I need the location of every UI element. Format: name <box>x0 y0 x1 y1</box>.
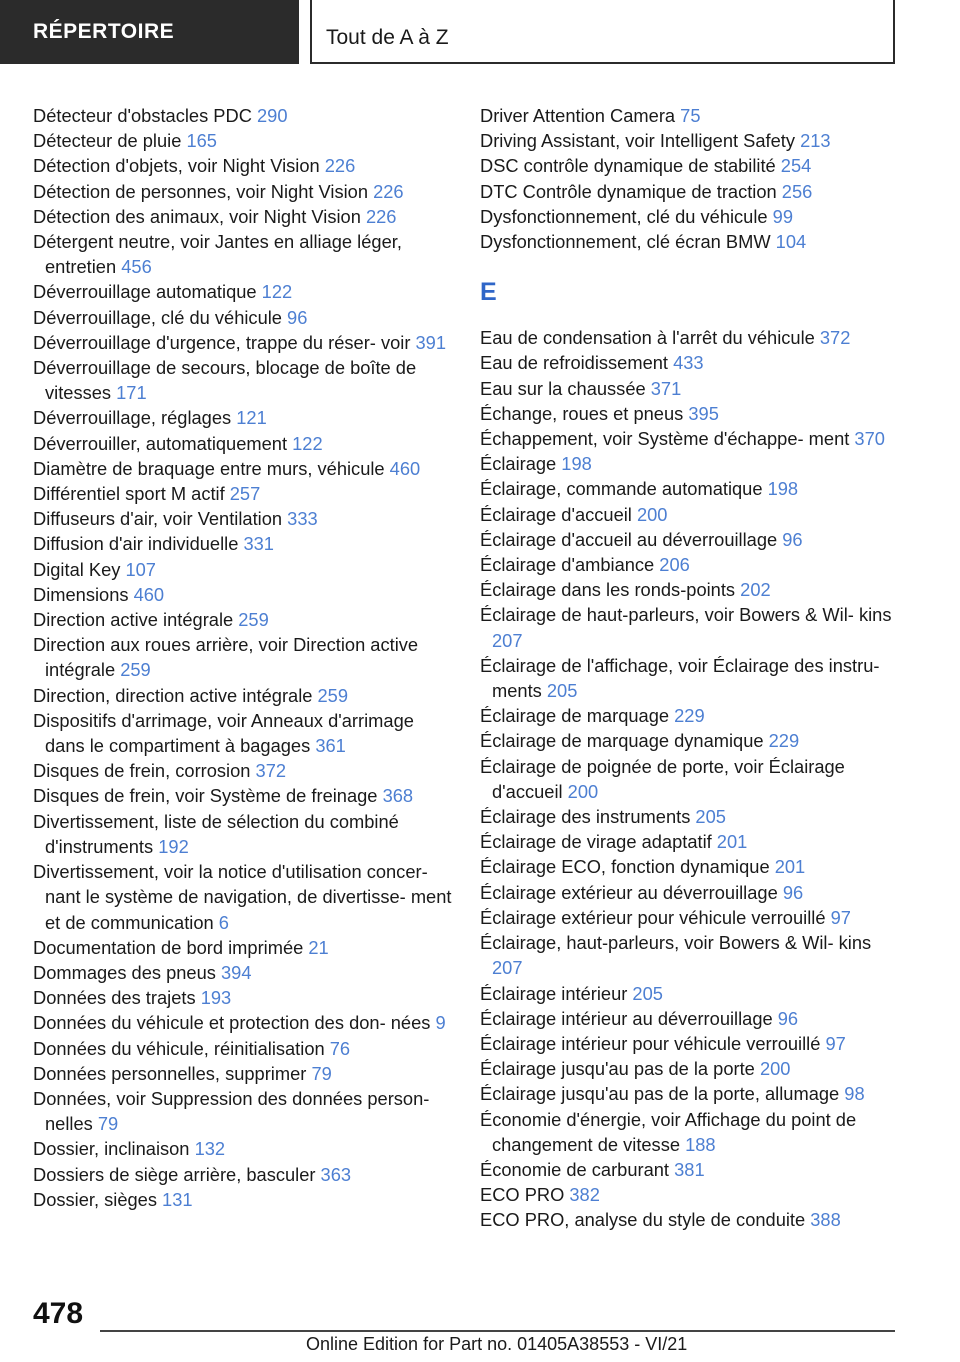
index-entry-page-link[interactable]: 254 <box>780 155 812 177</box>
index-entry <box>480 602 900 652</box>
index-entry <box>480 905 900 930</box>
index-entry-term: Détecteur d'obstacles PDC <box>33 105 257 126</box>
index-entry-term: Documentation de bord imprimée <box>33 936 309 958</box>
index-entry-page-link[interactable]: 207 <box>492 957 523 979</box>
page-header-title-text: Tout de A à Z <box>326 26 449 49</box>
index-entry-page-link[interactable]: 256 <box>781 180 813 202</box>
index-entry-term: Détection de personnes, voir Night Vision <box>33 180 374 202</box>
index-entry-page-link[interactable]: 370 <box>854 428 885 450</box>
index-entry-term: Éclairage intérieur au déverrouillage <box>480 1007 778 1029</box>
index-entry-term: Driver Attention Camera <box>480 105 681 126</box>
index-entry-term: Digital Key <box>33 558 126 580</box>
index-entry <box>480 854 900 879</box>
index-entry-term: Détection des animaux, voir Night Vision <box>33 205 366 227</box>
index-entry <box>480 1157 900 1182</box>
index-entry <box>480 653 900 703</box>
section-tab-label: RÉPERTOIRE <box>33 20 175 43</box>
index-entry-page-link[interactable]: 122 <box>292 432 323 454</box>
index-entry-term: ECO PRO <box>480 1184 570 1206</box>
index-entry-term: Données personnelles, supprimer <box>33 1062 312 1084</box>
index-entry <box>480 401 900 426</box>
index-entry-term: Dispositifs d'arrimage, voir Anneaux d'arrimage dans le compartiment à bagages <box>33 709 414 757</box>
index-entry-term: Eau de refroidissement <box>480 352 674 374</box>
index-entry <box>33 531 453 556</box>
index-entry <box>33 632 453 682</box>
index-section-letter: E <box>480 278 497 307</box>
index-entry-term: Éclairage intérieur <box>480 982 633 1004</box>
index-entry-page-link[interactable]: 21 <box>308 936 329 958</box>
index-entry <box>480 103 900 128</box>
index-entry-page-link[interactable]: 171 <box>116 382 147 404</box>
index-entry <box>480 350 900 375</box>
index-entry-page-link[interactable]: 76 <box>329 1037 351 1059</box>
index-entry <box>480 1182 900 1207</box>
index-entry <box>33 783 453 808</box>
index-entry-page-link[interactable]: 165 <box>186 130 217 152</box>
index-entry-term: Éclairage jusqu'au pas de la porte, allumage <box>480 1083 845 1105</box>
index-entry <box>33 456 453 481</box>
index-entry-page-link[interactable]: 6 <box>218 911 229 933</box>
index-entry-page-link[interactable]: 382 <box>569 1184 600 1206</box>
index-entry-term: Éclairage de virage adaptatif <box>480 831 717 853</box>
index-entry-term: Déverrouillage, clé du véhicule <box>33 306 288 328</box>
index-entry-term: Dysfonctionnement, clé du véhicule <box>480 205 773 227</box>
index-entry-page-link[interactable]: 200 <box>759 1058 791 1080</box>
index-entry-page-link[interactable]: 226 <box>365 205 397 227</box>
index-entry <box>33 557 453 582</box>
index-entry-term: Driving Assistant, voir Intelligent Safety <box>480 130 801 152</box>
index-entry-page-link[interactable]: 363 <box>320 1163 352 1185</box>
index-entry-page-link[interactable]: 368 <box>382 785 414 807</box>
index-entry <box>33 229 453 279</box>
index-entry-term: Éclairage des instruments <box>480 806 696 828</box>
index-group-d-continued <box>480 103 900 254</box>
index-entry-page-link[interactable]: 79 <box>311 1062 332 1084</box>
index-entry-page-link[interactable]: 198 <box>561 453 592 475</box>
index-entry-page-link[interactable]: 394 <box>221 961 252 983</box>
index-entry-term: Direction aux roues arrière, voir Direction active intégrale <box>33 634 419 681</box>
index-entry <box>33 1136 453 1161</box>
index-entry-page-link[interactable]: 331 <box>243 533 274 555</box>
index-entry-page-link[interactable]: 193 <box>200 987 232 1009</box>
index-entry-page-link[interactable]: 333 <box>287 508 318 530</box>
page-header-title <box>310 0 895 64</box>
index-entry-page-link[interactable]: 226 <box>324 155 356 177</box>
footer-edition-text: Online Edition for Part no. 01405A38553 - VI/21 <box>306 1334 688 1354</box>
index-entry-term: Eau sur la chaussée <box>480 377 651 399</box>
index-entry-term: Échappement, voir Système d'échappe- ment <box>480 428 855 450</box>
index-entry <box>480 527 900 552</box>
index-entry <box>480 376 900 401</box>
index-entry-term: Économie de carburant <box>480 1158 675 1180</box>
index-entry-page-link[interactable]: 96 <box>782 528 803 550</box>
index-entry <box>480 128 900 153</box>
index-entry <box>33 935 453 960</box>
index-entry-page-link[interactable]: 200 <box>567 780 599 802</box>
index-entry-page-link[interactable]: 98 <box>844 1083 865 1105</box>
index-entry-page-link[interactable]: 192 <box>158 835 189 857</box>
index-entry-term: Détergent neutre, voir Jantes en alliage léger, entretien <box>33 231 402 278</box>
index-entry-page-link[interactable]: 202 <box>740 579 771 601</box>
index-entry-page-link[interactable]: 201 <box>716 831 748 853</box>
index-entry-term: Déverrouillage de secours, blocage de boîte de vitesses <box>33 357 417 404</box>
index-entry-term: Éclairage jusqu'au pas de la porte <box>480 1058 760 1080</box>
index-entry <box>33 758 453 783</box>
index-entry <box>480 1081 900 1106</box>
index-entry <box>480 728 900 753</box>
index-entry-page-link[interactable]: 205 <box>695 806 726 828</box>
footer-edition <box>306 1334 687 1355</box>
index-entry-page-link[interactable]: 121 <box>236 407 267 429</box>
index-entry-term: ECO PRO, analyse du style de conduite <box>480 1209 811 1231</box>
index-entry <box>33 405 453 430</box>
index-entry-page-link[interactable]: 229 <box>674 705 705 727</box>
index-entry-page-link[interactable]: 107 <box>125 558 156 580</box>
index-entry <box>33 1187 453 1212</box>
index-entry-page-link[interactable]: 75 <box>680 105 701 126</box>
index-entry-page-link[interactable]: 205 <box>546 680 578 702</box>
index-entry-term: Éclairage d'accueil au déverrouillage <box>480 528 783 550</box>
index-entry <box>33 481 453 506</box>
index-entry-term: Dysfonctionnement, clé écran BMW <box>480 231 776 253</box>
index-entry-term: DSC contrôle dynamique de stabilité <box>480 155 781 177</box>
index-entry-term: Dommages des pneus <box>33 961 221 983</box>
index-entry-term: Éclairage extérieur au déverrouillage <box>480 881 783 903</box>
index-entry <box>480 1056 900 1081</box>
footer-divider <box>100 1330 895 1332</box>
index-entry-page-link[interactable]: 226 <box>373 180 404 202</box>
index-entry-page-link[interactable]: 259 <box>238 609 269 631</box>
index-entry-page-link[interactable]: 79 <box>97 1113 119 1135</box>
index-entry-term: Dimensions <box>33 583 134 605</box>
index-entry-term: Éclairage intérieur pour véhicule verrouillé <box>480 1032 826 1054</box>
index-entry-page-link[interactable]: 456 <box>121 256 152 278</box>
index-entry <box>480 1006 900 1031</box>
index-entry-page-link[interactable]: 229 <box>768 730 800 752</box>
index-entry-term: Dossier, inclinaison <box>33 1138 195 1160</box>
index-entry-term: Éclairage, commande automatique <box>480 478 768 500</box>
index-entry <box>480 153 900 178</box>
index-entry-term: Éclairage <box>480 453 562 475</box>
index-entry <box>480 552 900 577</box>
index-entry <box>480 829 900 854</box>
index-entry-page-link[interactable]: 460 <box>389 457 421 479</box>
index-entry-page-link[interactable]: 96 <box>287 306 308 328</box>
index-entry-term: Diffusion d'air individuelle <box>33 533 244 555</box>
index-entry <box>480 804 900 829</box>
index-entry-page-link[interactable]: 395 <box>688 402 719 424</box>
index-entry-page-link[interactable]: 433 <box>673 352 704 374</box>
index-entry <box>33 1010 453 1035</box>
index-entry-term: Diamètre de braquage entre murs, véhicule <box>33 457 390 479</box>
index-entry <box>33 1086 453 1136</box>
index-entry <box>480 325 900 350</box>
index-entry <box>33 1036 453 1061</box>
index-entry-page-link[interactable]: 259 <box>317 684 349 706</box>
index-entry <box>480 426 900 451</box>
index-entry-page-link[interactable]: 257 <box>229 483 261 505</box>
index-entry <box>33 179 453 204</box>
index-entry <box>480 930 900 980</box>
index-entry <box>33 708 453 758</box>
index-entry-term: Éclairage d'accueil <box>480 503 637 525</box>
index-entry <box>33 506 453 531</box>
index-entry-term: Éclairage de haut-parleurs, voir Bowers & Wil- kins <box>480 604 892 626</box>
index-entry-page-link[interactable]: 201 <box>774 856 806 878</box>
index-entry <box>33 607 453 632</box>
index-entry-term: Éclairage ECO, fonction dynamique <box>480 856 775 878</box>
index-entry <box>33 431 453 456</box>
index-entry-term: Détection d'objets, voir Night Vision <box>33 155 325 177</box>
index-entry <box>480 754 900 804</box>
index-entry-term: Diffuseurs d'air, voir Ventilation <box>33 508 288 530</box>
index-entry <box>480 451 900 476</box>
index-entry-term: Éclairage d'ambiance <box>480 554 660 576</box>
index-entry-term: Éclairage de marquage <box>480 705 675 727</box>
index-entry-page-link[interactable]: 122 <box>261 281 293 303</box>
index-entry-page-link[interactable]: 460 <box>133 583 165 605</box>
index-entry-term: Déverrouillage, réglages <box>33 407 237 429</box>
index-column-right <box>480 103 900 1233</box>
index-entry-page-link[interactable]: 259 <box>120 659 151 681</box>
index-entry <box>480 1107 900 1157</box>
index-entry-page-link[interactable]: 200 <box>636 503 668 525</box>
index-entry-term: Dossiers de siège arrière, basculer <box>33 1163 321 1185</box>
index-entry <box>33 985 453 1010</box>
index-entry <box>33 330 453 355</box>
index-column-left <box>33 103 453 1212</box>
index-entry-page-link[interactable]: 198 <box>767 478 799 500</box>
index-entry-page-link[interactable]: 388 <box>810 1209 841 1231</box>
index-entry-term: DTC Contrôle dynamique de traction <box>480 180 782 202</box>
index-entry <box>480 179 900 204</box>
index-entry-term: Données, voir Suppression des données person- nelles <box>33 1087 430 1135</box>
index-entry <box>33 153 453 178</box>
index-entry-term: Données du véhicule et protection des don- nées <box>33 1012 436 1034</box>
index-entry-term: Différentiel sport M actif <box>33 483 230 505</box>
index-entry-term: Direction, direction active intégrale <box>33 684 318 706</box>
index-entry-page-link[interactable]: 206 <box>659 554 690 576</box>
index-entry-page-link[interactable]: 96 <box>777 1007 799 1029</box>
index-entry-page-link[interactable]: 96 <box>782 881 804 903</box>
index-entry-term: Éclairage de l'affichage, voir Éclairage des instru- ments <box>480 654 880 702</box>
index-entry <box>480 204 900 229</box>
index-entry <box>33 809 453 859</box>
section-tab <box>0 0 299 64</box>
index-entry <box>480 577 900 602</box>
index-entry-page-link[interactable]: 391 <box>415 331 447 353</box>
index-entry-term: Déverrouillage automatique <box>33 281 262 303</box>
index-entry <box>33 103 453 128</box>
index-entry <box>33 128 453 153</box>
index-entry <box>480 981 900 1006</box>
index-entry <box>33 1162 453 1187</box>
index-entry-page-link[interactable]: 97 <box>830 906 851 928</box>
index-entry-page-link[interactable]: 361 <box>315 735 346 757</box>
index-entry-term: Déverrouiller, automatiquement <box>33 432 293 454</box>
index-entry-term: Dossier, sièges <box>33 1188 163 1210</box>
index-entry-page-link[interactable]: 188 <box>685 1133 716 1155</box>
index-entry-term: Éclairage dans les ronds-points <box>480 579 741 601</box>
index-entry-term: Économie d'énergie, voir Affichage du point de changement de vitesse <box>480 1108 857 1155</box>
index-entry-term: Disques de frein, voir Système de freinage <box>33 785 383 807</box>
index-entry-page-link[interactable]: 131 <box>162 1188 193 1210</box>
index-entry-page-link[interactable]: 207 <box>492 629 523 651</box>
index-entry <box>480 502 900 527</box>
index-entry-term: Divertissement, liste de sélection du combiné d'instruments <box>33 810 399 857</box>
index-entry <box>480 1207 900 1232</box>
index-entry-term: Éclairage de marquage dynamique <box>480 730 769 752</box>
index-entry-term: Divertissement, voir la notice d'utilisation concer- nant le système de navigation, de divertisse- ment et de communication <box>33 861 452 933</box>
index-entry <box>33 355 453 405</box>
index-entry <box>33 960 453 985</box>
index-group-e <box>480 325 900 1232</box>
index-entry-page-link[interactable]: 97 <box>825 1032 846 1054</box>
index-entry-page-link[interactable]: 9 <box>435 1012 446 1034</box>
index-entry-term: Détecteur de pluie <box>33 130 187 152</box>
index-entry-term: Disques de frein, corrosion <box>33 760 256 782</box>
index-entry <box>480 476 900 501</box>
index-entry <box>33 1061 453 1086</box>
index-entry-page-link[interactable]: 213 <box>800 130 831 152</box>
index-entry-page-link[interactable]: 132 <box>194 1138 226 1160</box>
index-entry-page-link[interactable]: 205 <box>632 982 663 1004</box>
index-entry-term: Échange, roues et pneus <box>480 402 689 424</box>
index-entry-page-link[interactable]: 372 <box>255 760 287 782</box>
index-entry-page-link[interactable]: 372 <box>819 327 851 349</box>
index-entry-term: Éclairage, haut-parleurs, voir Bowers & Wil- kins <box>480 932 872 954</box>
index-entry <box>33 582 453 607</box>
index-entry <box>33 279 453 304</box>
index-entry-page-link[interactable]: 104 <box>775 231 807 253</box>
index-entry <box>33 683 453 708</box>
index-entry-page-link[interactable]: 290 <box>256 105 288 126</box>
index-entry-term: Éclairage de poignée de porte, voir Éclairage d'accueil <box>480 755 845 802</box>
index-entry-term: Éclairage extérieur pour véhicule verrouillé <box>480 906 831 928</box>
index-entry-page-link[interactable]: 381 <box>674 1158 705 1180</box>
index-entry-term: Eau de condensation à l'arrêt du véhicule <box>480 327 820 349</box>
index-entry <box>33 859 453 935</box>
index-entry-term: Données des trajets <box>33 987 201 1009</box>
index-entry-term: Données du véhicule, réinitialisation <box>33 1037 330 1059</box>
index-entry <box>480 880 900 905</box>
index-entry-page-link[interactable]: 99 <box>772 205 794 227</box>
index-entry <box>33 305 453 330</box>
page-number: 478 <box>33 1297 84 1330</box>
index-entry <box>33 204 453 229</box>
index-entry-page-link[interactable]: 371 <box>650 377 682 399</box>
index-entry <box>480 1031 900 1056</box>
index-entry <box>480 229 900 254</box>
index-entry-term: Direction active intégrale <box>33 609 239 631</box>
index-entry <box>480 703 900 728</box>
index-entry-term: Déverrouillage d'urgence, trappe du réser- voir <box>33 331 416 353</box>
